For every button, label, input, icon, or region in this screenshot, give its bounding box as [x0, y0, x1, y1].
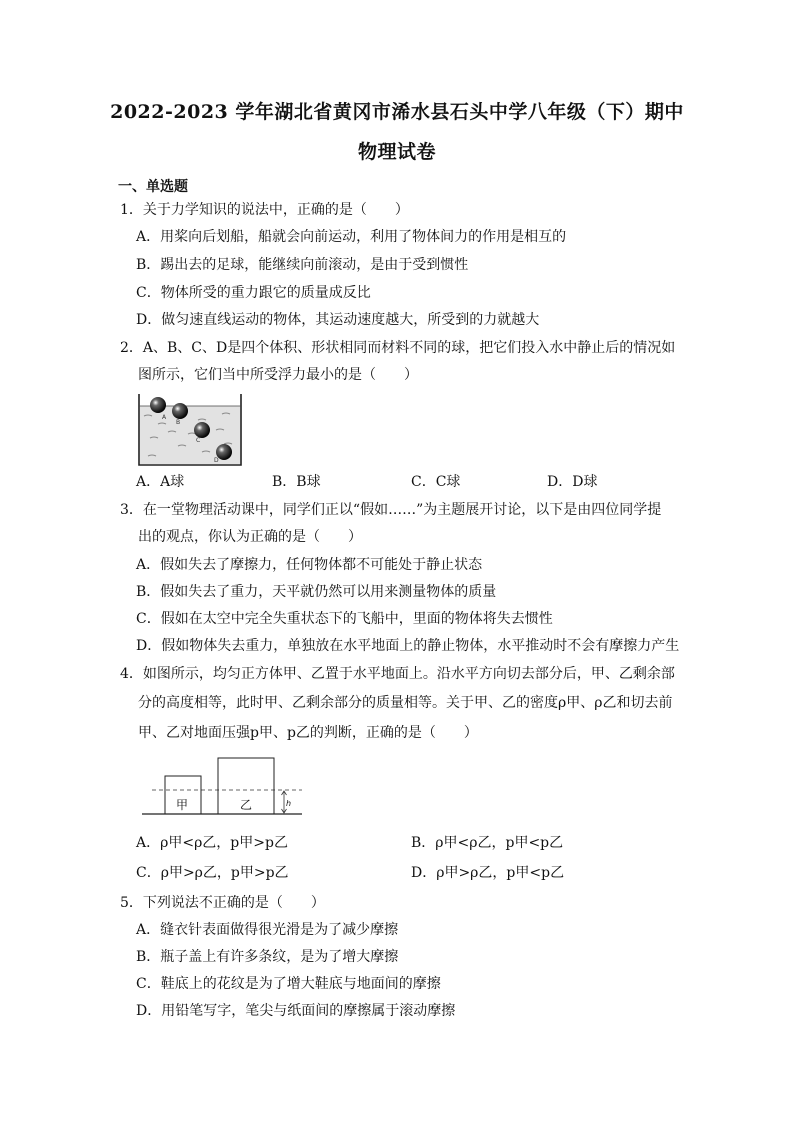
section-heading: 一、单选题	[118, 179, 188, 195]
q2-option-b: B．B球	[272, 474, 321, 490]
cube-label-jia: 甲	[176, 798, 189, 812]
q5-option-a: A．缝衣针表面做得很光滑是为了减少摩擦	[136, 922, 399, 938]
q2-stem-line1: 2．A、B、C、D是四个体积、形状相同而材料不同的球，把它们投入水中静止后的情况如	[120, 340, 676, 356]
q4-figure-cubes	[142, 756, 302, 818]
q5-option-b: B．瓶子盖上有许多条纹，是为了增大摩擦	[136, 949, 399, 965]
ball-label-d: D	[214, 457, 219, 464]
q2-stem-line2: 图所示，它们当中所受浮力最小的是（ ）	[138, 367, 418, 383]
q3-stem-line1: 3．在一堂物理活动课中，同学们正以“假如……”为主题展开讨论，以下是由四位同学提	[120, 502, 662, 518]
q4-option-b: B．ρ甲<ρ乙，p甲<p乙	[411, 835, 564, 851]
exam-title-line1: 2022-2023 学年湖北省黄冈市浠水县石头中学八年级（下）期中	[110, 101, 684, 123]
q5-option-c: C．鞋底上的花纹是为了增大鞋底与地面间的摩擦	[136, 976, 441, 992]
ball-a	[150, 397, 166, 413]
q2-figure-water-container	[138, 394, 242, 466]
q4-stem-line3: 甲、乙对地面压强p甲、p乙的判断，正确的是（ ）	[138, 725, 478, 741]
q3-option-c: C．假如在太空中完全失重状态下的飞船中，里面的物体将失去惯性	[136, 611, 553, 627]
ball-b	[172, 403, 188, 419]
ball-label-a: A	[162, 414, 167, 421]
q4-option-d: D．ρ甲>ρ乙，p甲<p乙	[411, 865, 565, 881]
ball-label-c: C	[196, 437, 201, 444]
q2-option-d: D．D球	[547, 474, 598, 490]
q1-stem: 1．关于力学知识的说法中，正确的是（ ）	[120, 202, 409, 218]
q1-option-b: B．踢出去的足球，能继续向前滚动，是由于受到惯性	[136, 257, 469, 273]
q3-option-a: A．假如失去了摩擦力，任何物体都不可能处于静止状态	[136, 557, 483, 573]
q3-option-d: D．假如物体失去重力，单独放在水平地面上的静止物体，水平推动时不会有摩擦力产生	[136, 638, 680, 654]
q2-option-c: C．C球	[411, 474, 461, 490]
q2-option-a: A．A球	[136, 474, 185, 490]
q1-option-c: C．物体所受的重力跟它的质量成反比	[136, 285, 371, 301]
q1-option-d: D．做匀速直线运动的物体，其运动速度越大，所受到的力就越大	[136, 312, 540, 328]
ball-label-b: B	[176, 419, 181, 426]
q4-stem-line2: 分的高度相等，此时甲、乙剩余部分的质量相等。关于甲、乙的密度ρ甲、ρ乙和切去前	[138, 695, 673, 711]
q3-option-b: B．假如失去了重力，天平就仍然可以用来测量物体的质量	[136, 584, 497, 600]
ball-c	[194, 422, 210, 438]
q4-option-a: A．ρ甲<ρ乙，p甲>p乙	[136, 835, 288, 851]
exam-title-line2: 物理试卷	[357, 141, 436, 163]
q4-stem-line1: 4．如图所示，均匀正方体甲、乙置于水平地面上。沿水平方向切去部分后，甲、乙剩余部	[120, 666, 675, 682]
q5-stem: 5．下列说法不正确的是（ ）	[120, 895, 325, 911]
q4-option-c: C．ρ甲>ρ乙，p甲>p乙	[136, 865, 289, 881]
q1-option-a: A．用桨向后划船，船就会向前运动，利用了物体间力的作用是相互的	[136, 229, 567, 245]
q3-stem-line2: 出的观点，你认为正确的是（ ）	[138, 529, 362, 545]
height-label-h: h	[286, 799, 292, 808]
cube-label-yi: 乙	[240, 798, 253, 812]
q5-option-d: D．用铅笔写字，笔尖与纸面间的摩擦属于滚动摩擦	[136, 1003, 456, 1019]
